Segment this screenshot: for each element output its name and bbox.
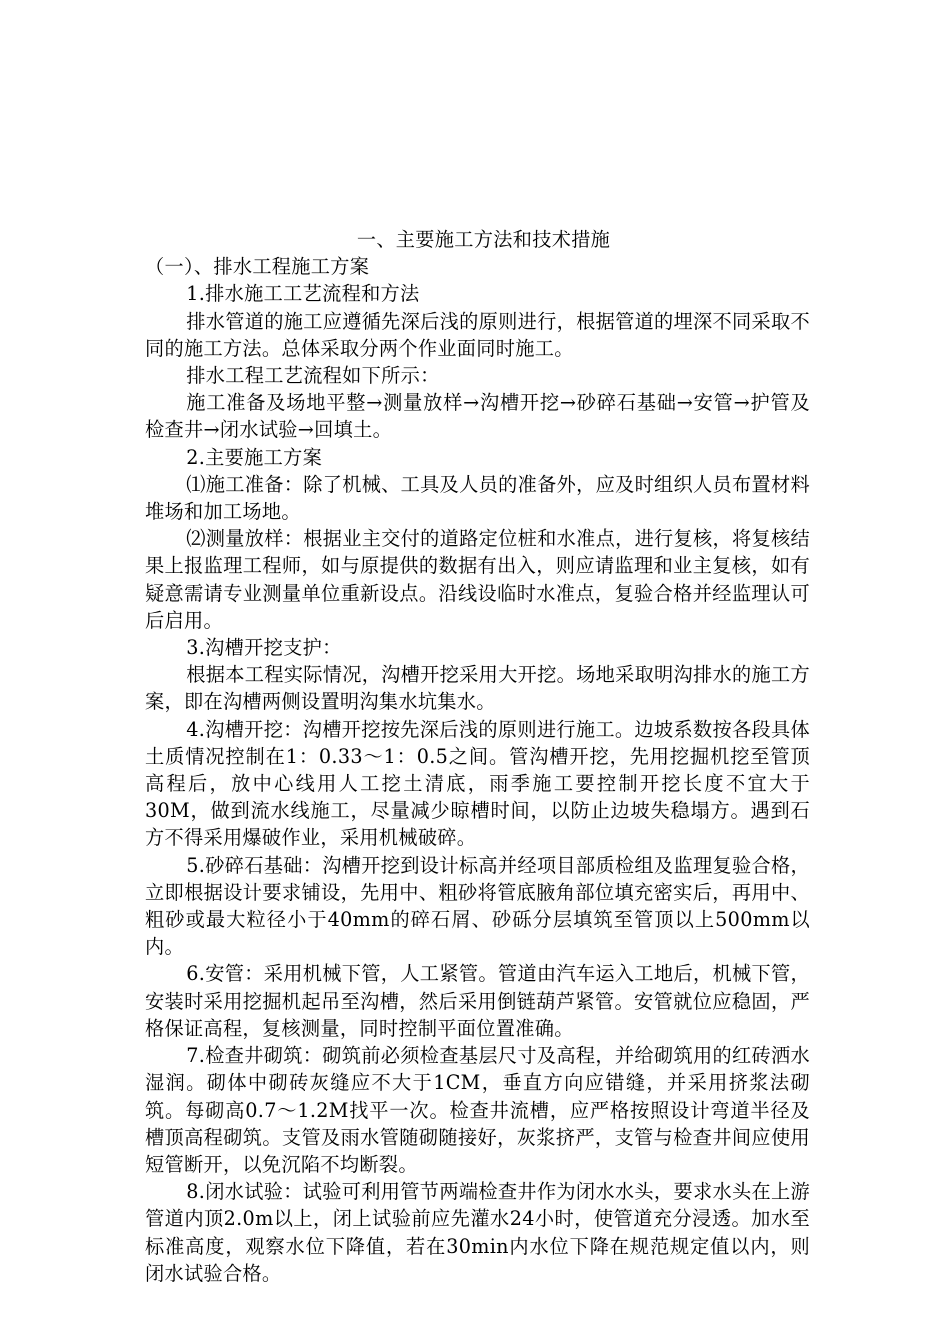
subheading-drainage-process: 1.排水施工工艺流程和方法 [186, 282, 420, 306]
paragraph-gravel-foundation: 5.砂碎石基础：沟槽开挖到设计标高并经项目部质检组及监理复验合格，立即根据设计要求铺设，先用中、粗砂将管底腋角部位填充密实后，再用中、粗砂或最大粒径小于40mm的碎石屑、砂砾分层填筑至管顶以上500mm以内。 [145, 853, 810, 959]
paragraph-closed-water-test: 8.闭水试验：试验可利用管节两端检查井作为闭水水头，要求水头在上游管道内顶2.0m以上，闭上试验前应先灌水24小时，使管道充分浸透。加水至标准高度，观察水位下降值，若在30min内水位下降在规范规定值以内，则闭水试验合格。 [145, 1180, 810, 1285]
paragraph-pipe-installation: 6.安管：采用机械下管，人工紧管。管道由汽车运入工地后，机械下管，安装时采用挖掘机起吊至沟槽，然后采用倒链葫芦紧管。安管就位应稳固，严格保证高程，复核测量，同时控制平面位置准确。 [145, 962, 810, 1040]
paragraph-trench-support: 根据本工程实际情况，沟槽开挖采用大开挖。场地采取明沟排水的施工方案，即在沟槽两侧设置明沟集水坑集水。 [145, 663, 810, 714]
document-title: 一、主要施工方法和技术措施 [356, 228, 611, 251]
subheading-trench-support: 3.沟槽开挖支护： [186, 636, 342, 660]
section-heading: （一）、排水工程施工方案 [145, 255, 370, 279]
paragraph-manhole-masonry: 7.检查井砌筑：砌筑前必须检查基层尺寸及高程，并给砌筑用的红砖洒水湿润。砌体中砌砖灰缝应不大于1CM，垂直方向应错缝，并采用挤浆法砌筑。每砌高0.7～1.2M找平一次。检查井流槽，应严格按照设计弯道半径及槽顶高程砌筑。支管及雨水管随砌随接好，灰浆挤严，支管与检查井间应使用短管断开，以免沉陷不均断裂。 [145, 1044, 810, 1176]
paragraph-construction-principle: 排水管道的施工应遵循先深后浅的原则进行，根据管道的埋深不同采取不同的施工方法。总体采取分两个作业面同时施工。 [145, 309, 810, 360]
subheading-main-plan: 2.主要施工方案 [186, 445, 323, 469]
document-body [145, 226, 810, 1287]
paragraph-survey: ⑵测量放样：根据业主交付的道路定位桩和水准点，进行复核，将复核结果上报监理工程师，如与原提供的数据有出入，则应请监理和业主复核，如有疑意需请专业测量单位重新设点。沿线设临时水准点，复验合格并经监理认可后启用。 [145, 527, 810, 632]
paragraph-process-flow: 施工准备及场地平整→测量放样→沟槽开挖→砂碎石基础→安管→护管及检查井→闭水试验→回填土。 [145, 391, 810, 442]
paragraph-process-intro: 排水工程工艺流程如下所示： [186, 364, 440, 388]
paragraph-trench-excavation: 4.沟槽开挖：沟槽开挖按先深后浅的原则进行施工。边坡系数按各段具体土质情况控制在1：0.33～1：0.5之间。管沟槽开挖，先用挖掘机挖至管顶高程后，放中心线用人工挖土清底，雨季施工要控制开挖长度不宜大于30M，做到流水线施工，尽量减少晾槽时间，以防止边坡失稳塌方。遇到石方不得采用爆破作业，采用机械破碎。 [145, 717, 810, 850]
paragraph-preparation: ⑴施工准备：除了机械、工具及人员的准备外，应及时组织人员布置材料堆场和加工场地。 [145, 472, 810, 524]
